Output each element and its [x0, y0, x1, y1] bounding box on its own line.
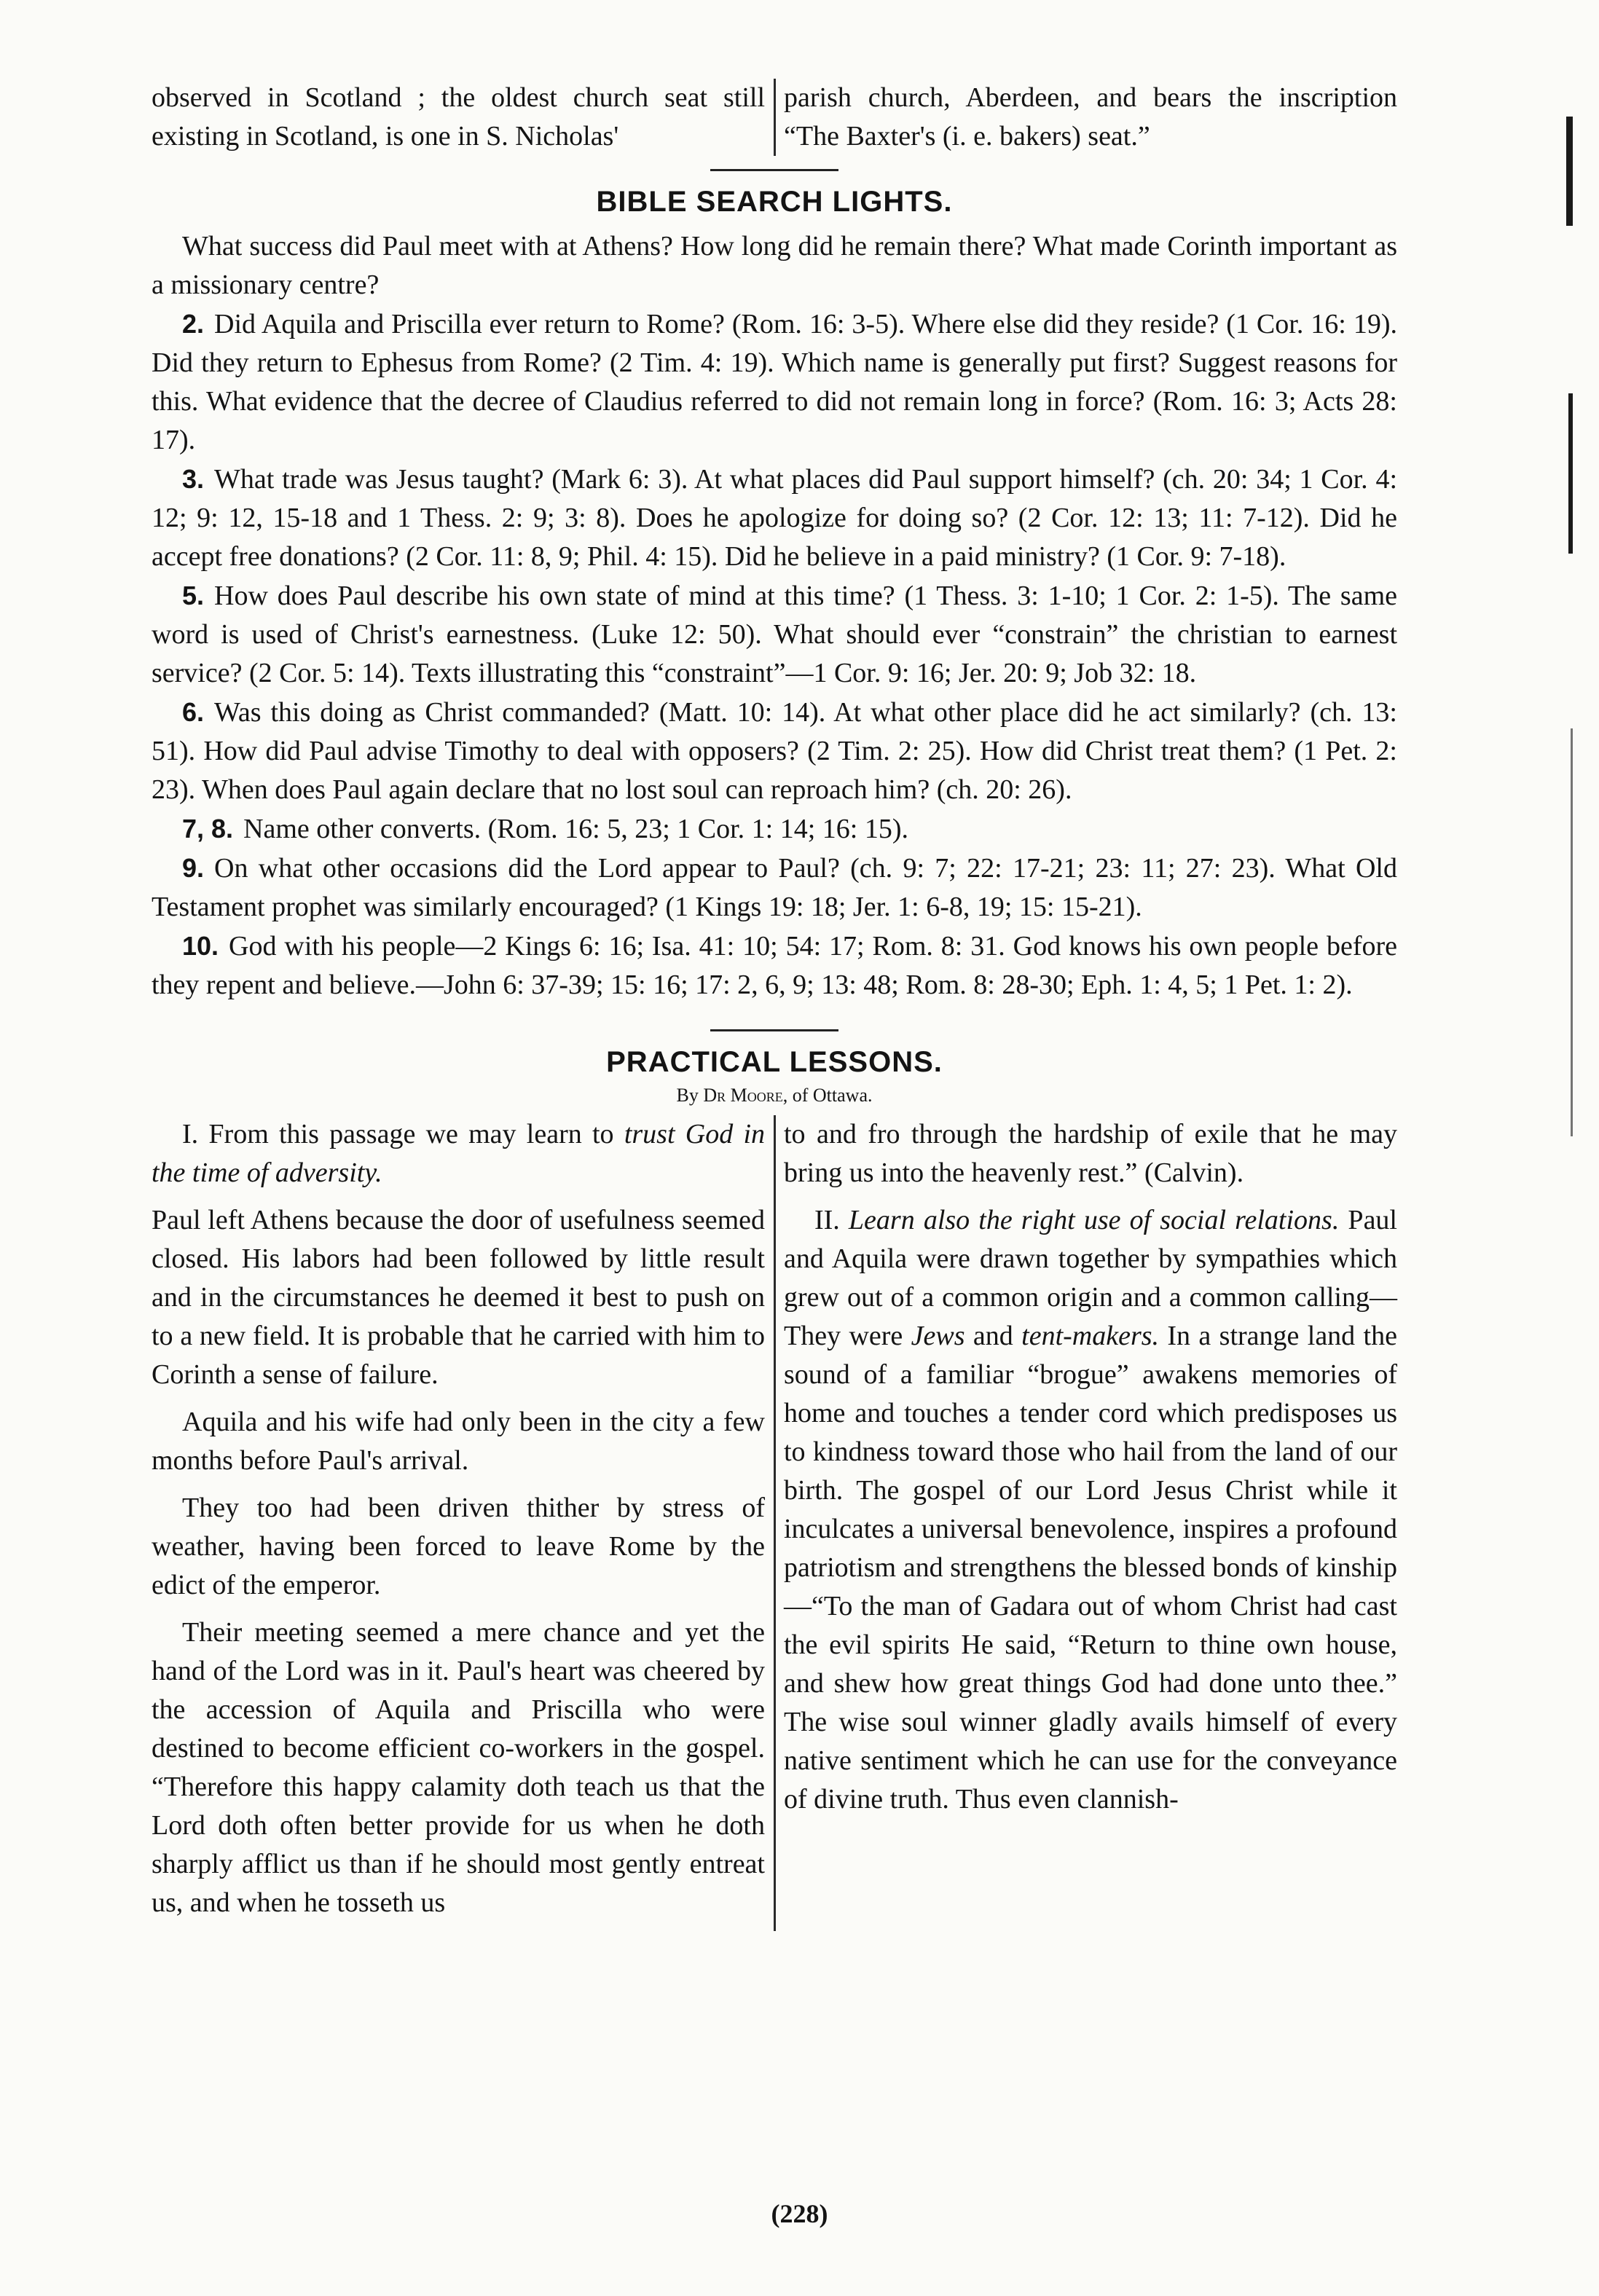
lesson-text: I. From this passage we may learn to [182, 1119, 624, 1149]
question-text: Was this doing as Christ commanded? (Matt. 10: 14). At what other place did he act similarly? (ch. 13: 51). How did Paul advise Timothy to deal with opposers? (2 Tim. 2: 25). How did Christ treat them? (1 Pet. 2: 23). When does Paul again declare that no lost soul can reproach him? (ch. 20: 26). [152, 697, 1397, 805]
question-number: 9. [182, 853, 205, 883]
section-separator [710, 1029, 838, 1031]
question-number: 5. [182, 581, 205, 610]
question-item [152, 927, 1397, 1004]
question-item [152, 693, 1397, 809]
question-text: On what other occasions did the Lord appear to Paul? (ch. 9: 7; 22: 17-21; 23: 11; 27: 23). What Old Testament prophet was similarly encouraged? (1 Kings 19: 18; Jer. 1: 6-8, 19; 15: 15-21). [152, 853, 1397, 922]
lesson-emphasis: Learn also the right use of social relations. [848, 1205, 1340, 1235]
bible-search-lights-heading: BIBLE SEARCH LIGHTS. [596, 186, 953, 218]
lessons-columns [152, 1115, 1397, 1931]
question-number: 6. [182, 697, 205, 727]
question-1: What success did Paul meet with at Athens? How long did he remain there? What made Corinth important as a missionary centre? [152, 231, 1397, 300]
byline-author: Dr Moore [703, 1085, 783, 1106]
question-text: God with his people—2 Kings 6: 16; Isa. 41: 10; 54: 17; Rom. 8: 31. God knows his own people before they repent and believe.—John 6: 37-39; 15: 16; 17: 2, 6, 9; 13: 48; Rom. 8: 28-30; Eph. 1: 4, 5; 1 Pet. 1: 2). [152, 931, 1397, 1000]
question-text: Did Aquila and Priscilla ever return to Rome? (Rom. 16: 3-5). Where else did they reside? (1 Cor. 16: 19). Did they return to Ephesus from Rome? (2 Tim. 4: 19). Which name is generally put first? Suggest reasons for this. What evidence that the decree of Claudius referred to did not remain long in force? (Rom. 16: 3; Acts 28: 17). [152, 309, 1397, 455]
byline-place: , of Ottawa. [782, 1085, 873, 1106]
bible-search-lights-section [152, 186, 1397, 1004]
lesson-emphasis: Jews [911, 1321, 965, 1351]
question-item [152, 304, 1397, 460]
top-fragment-left: observed in Scotland ; the oldest church seat still existing in Scotland, is one in S. Nicholas' [152, 82, 765, 152]
question-number: 10. [182, 931, 219, 961]
question-number: 2. [182, 309, 205, 339]
lesson-emphasis: tent-makers. [1021, 1321, 1160, 1351]
practical-lessons-heading: PRACTICAL LESSONS. [606, 1046, 943, 1078]
lesson-paragraph: to and fro through the hardship of exile that he may bring us into the heavenly rest.” (Calvin). [784, 1119, 1397, 1188]
scan-edge-mark [1568, 393, 1573, 554]
section-separator [710, 169, 838, 171]
lesson-text: Paul and Aquila were drawn together by sympathies which grew out of a common origin and a common calling—They were [784, 1205, 1397, 1351]
page [152, 79, 1397, 1931]
lesson-paragraph [152, 1115, 765, 1192]
lesson-paragraph: They too had been driven thither by stress of weather, having been forced to leave Rome by the edict of the emperor. [152, 1493, 765, 1600]
lesson-paragraph: Aquila and his wife had only been in the city a few months before Paul's arrival. [152, 1407, 765, 1476]
byline [152, 1085, 1397, 1106]
question-text: Name other converts. (Rom. 16: 5, 23; 1 Cor. 1: 14; 16: 15). [243, 814, 909, 844]
page-number: (228) [771, 2199, 828, 2228]
scan-edge-mark [1571, 728, 1573, 1136]
question-item [152, 460, 1397, 576]
question-item [152, 849, 1397, 927]
top-fragment [152, 79, 1397, 156]
question-item [152, 576, 1397, 693]
top-fragment-right: parish church, Aberdeen, and bears the inscription “The Baxter's (i. e. bakers) seat.” [784, 82, 1397, 152]
column-rule [774, 79, 776, 156]
question-text: What trade was Jesus taught? (Mark 6: 3). At what places did Paul support himself? (ch. 20: 34; 1 Cor. 4: 12; 9: 12, 15-18 and 1 Thess. 2: 9; 3: 8). Does he apologize for doing so? (2 Cor. 12: 13; 11: 7-12). Did he accept free donations? (2 Cor. 11: 8, 9; Phil. 4: 15). Did he believe in a paid ministry? (1 Cor. 9: 7-18). [152, 464, 1397, 572]
column-rule [774, 1115, 776, 1931]
lesson-text: In a strange land the sound of a familiar “brogue” awakens memories of home and touches a tender cord which predisposes us to kindness toward those who hail from the land of our birth. The gospel of our Lord Jesus Christ while it inculcates a universal benevolence, inspires a profound patriotism and strengthens the blessed bonds of kinship—“To the man of Gadara out of whom Christ had cast the evil spirits He said, “Return to thine own house, and shew how great things God had done unto thee.” The wise soul winner gladly avails himself of every native sentiment which he can use for the conveyance of divine truth. Thus even clannish- [784, 1321, 1397, 1815]
scan-edge-mark [1566, 117, 1573, 226]
question-number: 3. [182, 464, 205, 494]
lesson-text: II. [814, 1205, 849, 1235]
lesson-emphasis: trust God in the time of adversity. [152, 1119, 766, 1188]
lessons-right-column [784, 1115, 1397, 1931]
lesson-paragraph: Paul left Athens because the door of usefulness seemed closed. His labors had been followed by little result and in the circumstances he deemed it best to push on to a new field. It is probable that he carried with him to Corinth a sense of failure. [152, 1205, 765, 1390]
byline-by: By [676, 1085, 699, 1106]
question-number: 7, 8. [182, 814, 234, 844]
lesson-paragraph: Their meeting seemed a mere chance and yet the hand of the Lord was in it. Paul's heart was cheered by the accession of Aquila and Priscilla who were destined to become efficient co-workers in the gospel. “Therefore this happy calamity doth teach us that the Lord doth often better provide for us when he doth sharply afflict us than if he should most gently entreat us, and when he tosseth us [152, 1617, 765, 1918]
lessons-left-column [152, 1115, 765, 1931]
lesson-text: and [964, 1321, 1022, 1351]
lesson-paragraph [784, 1201, 1397, 1819]
question-item [152, 809, 1397, 849]
question-text: How does Paul describe his own state of mind at this time? (1 Thess. 3: 1-10; 1 Cor. 2: 1-5). The same word is used of Christ's earnestness. (Luke 12: 50). What should ever “constrain” the christian to earnest service? (2 Cor. 5: 14). Texts illustrating this “constraint”—1 Cor. 9: 16; Jer. 20: 9; Job 32: 18. [152, 581, 1397, 688]
